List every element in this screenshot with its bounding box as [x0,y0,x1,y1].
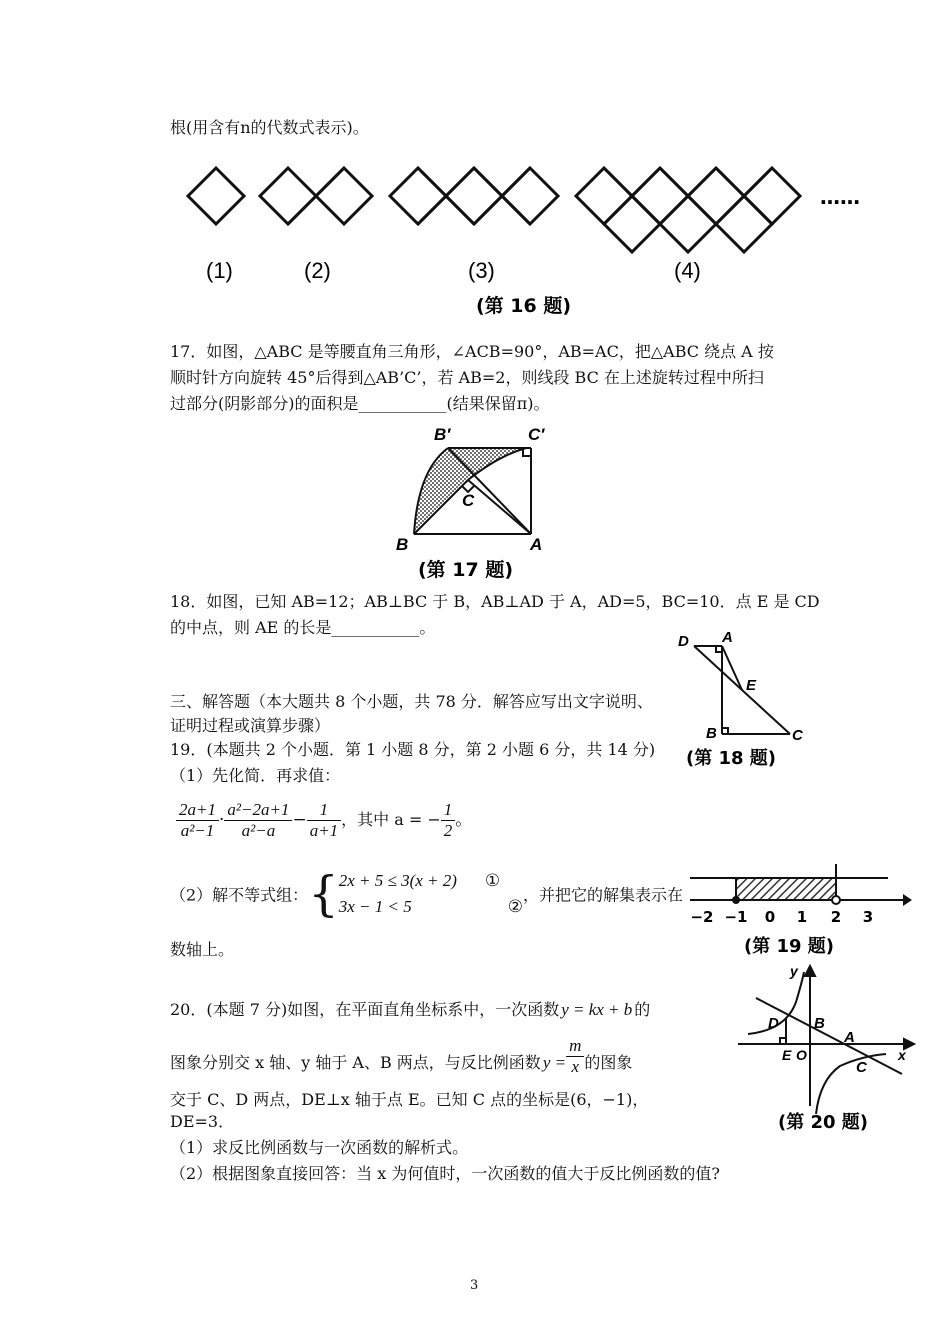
q20-caption: (第 20 题) [778,1112,869,1133]
q18-point-C: C [792,727,803,744]
q20-point-D: D [768,1015,779,1032]
q20-point-B: B [814,1015,825,1032]
q16-label-4: (4) [674,258,701,283]
q18-line-2: 的中点，则 AE 的长是___________。 [170,618,436,637]
q20-point-C: C [856,1059,867,1076]
q19-system-brace: { [308,866,339,922]
q18-point-E: E [746,677,757,694]
q19-caption: (第 19 题) [744,936,835,957]
q20-point-E: E [782,1047,792,1063]
q17-point-B1: B′ [434,425,451,444]
q19-inequality-2: 3x − 1 < 5 ② [338,897,523,916]
q20-line-3: 交于 C、D 两点，DE⊥x 轴于点 E。已知 C 点的坐标是(6，−1)， [170,1090,649,1109]
q16-ellipsis: …… [820,185,860,209]
q16-diamond-pattern-figure [180,160,900,325]
q19-inequality-1: 2x + 5 ≤ 3(x + 2) ① [338,871,501,890]
q17-point-C1: C′ [528,425,545,444]
q19-part-2-line-2: 数轴上。 [170,940,235,959]
q19-tick-2: 2 [830,908,842,926]
q18-caption: (第 18 题) [686,748,777,769]
q19-tick-neg1: −1 [724,908,748,926]
q17-point-B: B [396,535,409,554]
q18-point-A: A [722,629,733,646]
q20-line-2: 图象分别交 x 轴、y 轴于 A、B 两点，与反比例函数 y = $\frac{m}{x}$ 的图象 [170,1036,633,1076]
q16-label-1: (1) [206,258,233,283]
q19-fraction-3: $\frac{1}{a+1}$ [307,800,341,841]
q18-point-B: B [706,725,717,742]
q17-point-C: C [462,491,475,510]
q20-x-axis-label: x [898,1047,906,1063]
q16-label-3: (3) [468,258,495,283]
q18-figure [674,630,814,770]
q17-caption: (第 17 题) [418,559,514,581]
q19-fraction-4: $\frac{1}{2}$ [441,800,456,841]
q20-point-O: O [796,1047,807,1063]
q18-point-D: D [678,633,689,650]
q17-line-2: 顺时针方向旋转 45°后得到△AB’C’，若 AB=2，则线段 BC 在上述旋转过程中所扫 [170,368,764,387]
q20-part-2: （2）根据图象直接回答：当 x 为何值时，一次函数的值大于反比例函数的值? [170,1164,720,1183]
q16-caption: (第 16 题) [476,295,572,317]
q16-tail-text: 根(用含有n的代数式表示)。 [170,118,369,137]
q19-tick-3: 3 [862,908,874,926]
q18-line-1: 18．如图，已知 AB=12；AB⊥BC 于 B，AB⊥AD 于 A，AD=5，BC=10．点 E 是 CD [170,592,820,611]
q20-part-1: （1）求反比例函数与一次函数的解析式。 [170,1138,469,1157]
q20-m-over-x: $\frac{m}{x}$ [566,1036,584,1077]
q20-coordinate-figure [738,962,918,1134]
q19-expression: $\frac{2a+1}{\text{a²−1}}$ · $\frac{\text{a²−2a+1}}{\text{a²−a}}$ − $\frac{1}{a+1}$ ，其中 a = − $\frac{1}{2}$ 。 [176,800,472,841]
q19-number-line-figure [688,860,914,960]
q19-tick-1: 1 [796,908,808,926]
q19-fraction-1: $\frac{2a+1}{\text{a²−1}}$ [176,800,219,841]
q19-line-1: 19．(本题共 2 个小题．第 1 小题 8 分，第 2 小题 6 分，共 14 分) [170,740,656,759]
q16-label-2: (2) [304,258,331,283]
q17-point-A: A [530,535,543,554]
page-number: 3 [470,1278,479,1293]
q20-line-4: DE=3． [170,1112,235,1131]
q19-tick-neg2: −2 [690,908,714,926]
q19-fraction-2: $\frac{\text{a²−2a+1}}{\text{a²−a}}$ [224,800,292,841]
q17-line-3: 过部分(阴影部分)的面积是___________(结果保留π)。 [170,394,550,413]
q17-line-1: 17．如图，△ABC 是等腰直角三角形，∠ACB=90°，AB=AC，把△ABC 绕点 A 按 [170,342,774,361]
q20-point-A: A [844,1029,855,1046]
section3-line-2: 证明过程或演算步骤） [170,716,331,735]
q20-y-axis-label: y [790,963,798,979]
q19-part-1: （1）先化简．再求值： [170,766,341,785]
q19-inequality-system: （2）解不等式组：{2x + 5 ≤ 3(x + 2) ① 3x − 1 < 5 ②，并把它的解集表示在 [170,866,683,922]
q19-tick-0: 0 [764,908,776,926]
q17-rotation-figure [388,422,558,582]
section3-line-1: 三、解答题（本大题共 8 个小题，共 78 分．解答应写出文字说明、 [170,692,653,711]
q20-line-1: 20．(本题 7 分)如图，在平面直角坐标系中，一次函数 y = kx + b 的 [170,1000,651,1019]
